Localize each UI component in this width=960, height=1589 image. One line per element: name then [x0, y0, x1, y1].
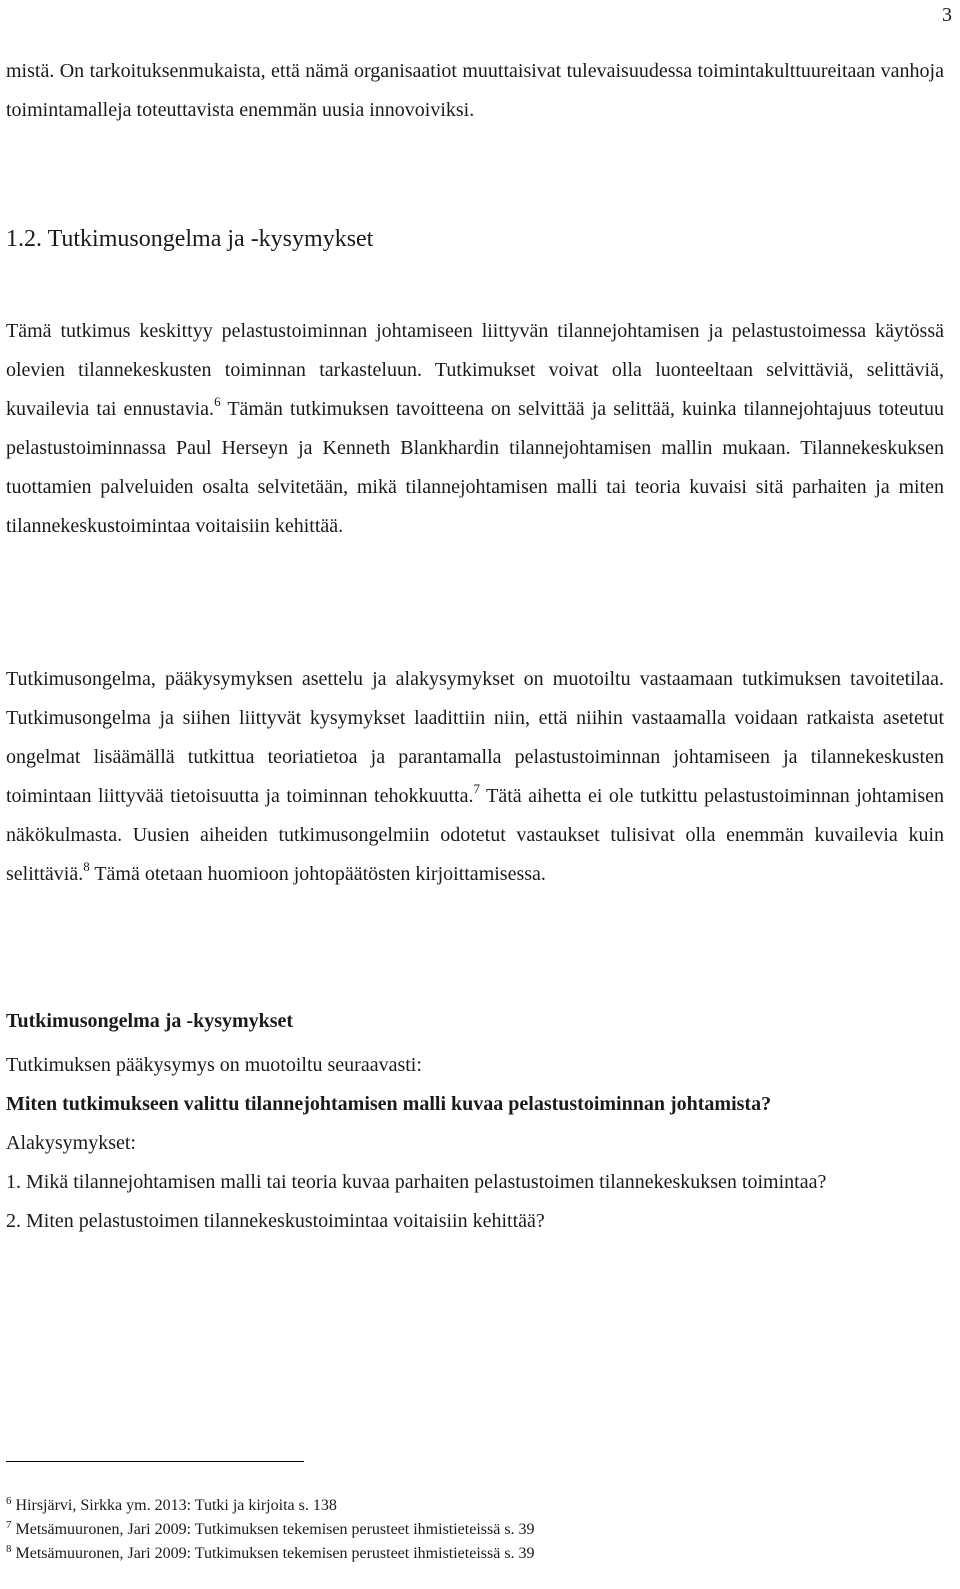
sub-question-item: 2. Miten pelastustoimen tilannekeskustoimintaa voitaisiin kehittää? — [6, 1210, 545, 1232]
footnote-number: 7 — [6, 1519, 12, 1531]
questions-heading: Tutkimusongelma ja -kysymykset — [6, 1010, 294, 1032]
footnote-text: Metsämuuronen, Jari 2009: Tutkimuksen tekemisen perusteet ihmistieteissä s. 39 — [11, 1521, 535, 1538]
footnote-text: Metsämuuronen, Jari 2009: Tutkimuksen tekemisen perusteet ihmistieteissä s. 39 — [11, 1545, 535, 1562]
paragraph-text: Tutkimusongelma, pääkysymyksen asettelu ja alakysymykset on muotoiltu vastaamaan tutkimuksen tavoitetilaa. Tutkimusongelma ja siihen liittyvät kysymykset laadittiin niin, että niihin vastaamalla voidaan ratkaista asetetut ongelmat lisäämällä tutkittua teoriatietoa ja parantamalla pelastustoiminnan johtamiseen ja tilannekeskusten toimintaan liittyvää tietoisuutta ja toiminnan tehokkuutta. — [6, 668, 944, 807]
footnote-text: Hirsjärvi, Sirkka ym. 2013: Tutki ja kirjoita s. 138 — [11, 1497, 337, 1514]
footnote-divider — [6, 1461, 304, 1462]
footnotes — [6, 1494, 944, 1566]
section-title: 1.2. Tutkimusongelma ja -kysymykset — [6, 226, 374, 252]
footnote-ref[interactable]: 6 — [214, 394, 221, 409]
sub-question-item: 1. Mikä tilannejohtamisen malli tai teoria kuvaa parhaiten pelastustoimen tilannekeskuksen toimintaa? — [6, 1171, 827, 1193]
paragraph-text: Tämän tutkimuksen tavoitteena on selvittää ja selittää, kuinka tilannejohtajuus toteutuu pelastustoiminnassa Paul Herseyn ja Kenneth Blankhardin tilannejohtamisen mallin mukaan. Tilannekeskuksen tuottamien palveluiden osalta selvitetään, mikä tilannejohtamisen malli tai teoria kuvaisi sitä parhaiten ja miten tilannekeskustoimintaa voitaisiin kehittää. — [6, 398, 944, 537]
footnote-number: 8 — [6, 1543, 12, 1555]
sub-questions-label: Alakysymykset: — [6, 1132, 136, 1154]
footnote-ref[interactable]: 7 — [473, 781, 480, 796]
footnote-item — [6, 1518, 944, 1542]
paragraph-text: Tämä tutkimus keskittyy pelastustoiminnan johtamiseen liittyvän tilannejohtamisen ja pelastustoimessa käytössä olevien tilannekeskusten toiminnan tarkasteluun. Tutkimukset voivat olla luonteeltaan selvittäviä, selittäviä, kuvailevia tai ennustavia. — [6, 320, 944, 420]
page-number: 3 — [942, 4, 952, 26]
paragraph-research-scope — [6, 312, 944, 546]
research-questions — [6, 1046, 944, 1241]
footnote-ref[interactable]: 8 — [83, 859, 90, 874]
paragraph-research-problem — [6, 660, 944, 894]
questions-intro: Tutkimuksen pääkysymys on muotoiltu seuraavasti: — [6, 1054, 422, 1076]
main-question: Miten tutkimukseen valittu tilannejohtamisen malli kuvaa pelastustoiminnan johtamista? — [6, 1093, 772, 1115]
intro-paragraph: mistä. On tarkoituksenmukaista, että nämä organisaatiot muuttaisivat tulevaisuudessa toimintakulttuureitaan vanhoja toimintamalleja toteuttavista enemmän uusia innovoiviksi. — [6, 60, 944, 121]
paragraph-text: Tämä otetaan huomioon johtopäätösten kirjoittamisessa. — [89, 863, 546, 885]
footnote-item — [6, 1494, 944, 1518]
paragraph-text: Tätä aihetta ei ole tutkittu pelastustoiminnan johtamisen näkökulmasta. Uusien aiheiden tutkimusongelmiin odotetut vastaukset tulisivat olla enemmän kuvailevia kuin selittäviä. — [6, 785, 944, 885]
footnote-item — [6, 1542, 944, 1566]
footnote-number: 6 — [6, 1495, 12, 1507]
